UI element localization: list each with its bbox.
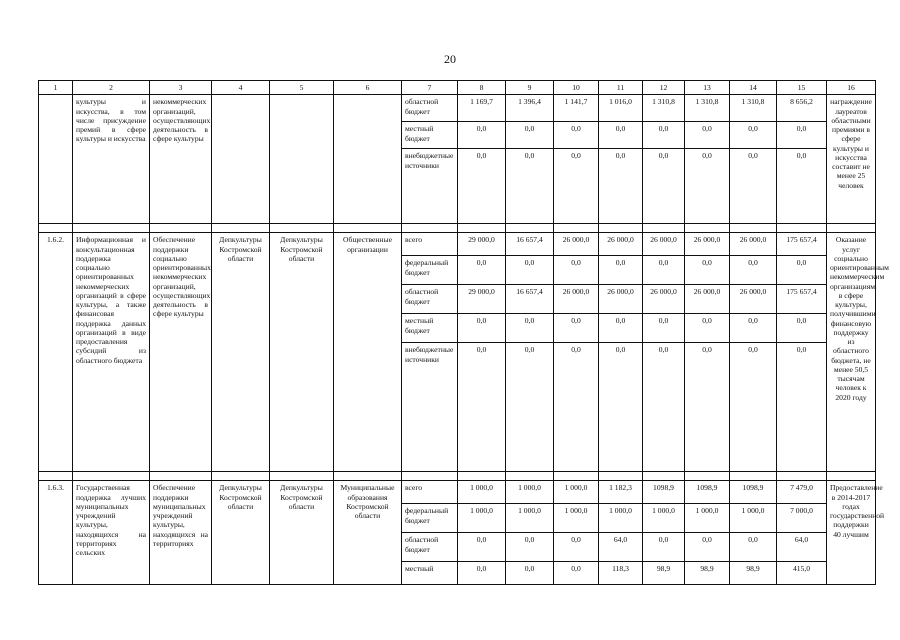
spacer-cell: [334, 224, 402, 233]
spacer-row: [39, 224, 876, 233]
funding-value: 0,0: [643, 149, 685, 224]
funding-value: 0,0: [777, 343, 827, 472]
funding-value: 1 000,0: [730, 504, 777, 533]
funding-value: 0,0: [506, 314, 554, 343]
funding-value: 1 000,0: [685, 504, 730, 533]
funding-value: 0,0: [685, 256, 730, 285]
funding-value: 0,0: [554, 562, 599, 585]
funding-source: внебюджетные источники: [402, 149, 458, 224]
funding-value: 26 000,0: [685, 233, 730, 256]
funding-source: местный: [402, 562, 458, 585]
expected-result: награждение лауреатов областными премиями в сфере культуры и искусства составит не менее 25 человек: [827, 95, 876, 224]
funding-value: 7 000,0: [777, 504, 827, 533]
funding-value: 26 000,0: [599, 285, 643, 314]
funding-value: 0,0: [599, 122, 643, 149]
column-header: 3: [150, 81, 212, 95]
spacer-cell: [212, 472, 270, 481]
funding-value: 26 000,0: [730, 233, 777, 256]
funding-value: 0,0: [458, 122, 506, 149]
activity-goal: Обеспечение поддержки социально ориентированных некоммерческих организаций, осуществляющих деятельность в сфере культуры: [150, 233, 212, 472]
spacer-cell: [643, 472, 685, 481]
funding-value: 26 000,0: [599, 233, 643, 256]
spacer-cell: [685, 472, 730, 481]
funding-value: 26 000,0: [643, 233, 685, 256]
table-row: [39, 95, 876, 122]
column-header: 5: [270, 81, 334, 95]
funding-value: 64,0: [777, 533, 827, 562]
funding-value: 0,0: [643, 533, 685, 562]
spacer-cell: [554, 224, 599, 233]
funding-value: 0,0: [506, 256, 554, 285]
funding-value: 1 000,0: [554, 504, 599, 533]
co-executor: [270, 95, 334, 224]
participants: [334, 95, 402, 224]
column-header: 4: [212, 81, 270, 95]
funding-value: 0,0: [458, 343, 506, 472]
funding-value: 26 000,0: [730, 285, 777, 314]
funding-value: 0,0: [506, 562, 554, 585]
funding-value: 415,0: [777, 562, 827, 585]
funding-value: 0,0: [685, 533, 730, 562]
funding-value: 29 000,0: [458, 285, 506, 314]
funding-value: 0,0: [554, 533, 599, 562]
column-header: 9: [506, 81, 554, 95]
funding-value: 0,0: [506, 343, 554, 472]
funding-value: 1 310,8: [730, 95, 777, 122]
funding-value: 0,0: [554, 149, 599, 224]
funding-value: 0,0: [458, 533, 506, 562]
participants: Муниципальные образования Костромской области: [334, 481, 402, 585]
funding-value: 1098,9: [643, 481, 685, 504]
expected-result: Оказание услуг социально ориентированным некоммерческим организациям в сфере культуры, получившими финансовую поддержку из областного бюджета, не менее 50,5 тысячам человек к 2020 году: [827, 233, 876, 472]
responsible-executor: Депкультуры Костромской области: [212, 481, 270, 585]
funding-value: 1 000,0: [458, 481, 506, 504]
funding-value: 26 000,0: [643, 285, 685, 314]
funding-value: 1 141,7: [554, 95, 599, 122]
funding-value: 26 000,0: [554, 233, 599, 256]
co-executor: Депкультуры Костромской области: [270, 481, 334, 585]
funding-value: 0,0: [554, 314, 599, 343]
funding-source: всего: [402, 233, 458, 256]
participants: Общественные организации: [334, 233, 402, 472]
item-number: 1.6.3.: [39, 481, 73, 585]
funding-source: федеральный бюджет: [402, 256, 458, 285]
funding-value: 98,9: [685, 562, 730, 585]
funding-source: внебюджетные источники: [402, 343, 458, 472]
funding-value: 0,0: [730, 149, 777, 224]
funding-value: 1 000,0: [458, 504, 506, 533]
funding-value: 26 000,0: [685, 285, 730, 314]
funding-value: 0,0: [730, 256, 777, 285]
column-header: 7: [402, 81, 458, 95]
funding-source: местный бюджет: [402, 314, 458, 343]
funding-value: 0,0: [599, 343, 643, 472]
co-executor: Депкультуры Костромской области: [270, 233, 334, 472]
funding-value: 16 657,4: [506, 285, 554, 314]
funding-value: 1 182,3: [599, 481, 643, 504]
funding-value: 0,0: [777, 314, 827, 343]
funding-source: местный бюджет: [402, 122, 458, 149]
spacer-cell: [39, 224, 73, 233]
column-header: 2: [73, 81, 150, 95]
spacer-cell: [402, 224, 458, 233]
funding-source: областной бюджет: [402, 95, 458, 122]
funding-value: 98,9: [643, 562, 685, 585]
column-header: 16: [827, 81, 876, 95]
header-row: [39, 81, 876, 95]
column-header: 15: [777, 81, 827, 95]
spacer-cell: [506, 472, 554, 481]
page-number: 20: [444, 52, 456, 66]
spacer-cell: [458, 224, 506, 233]
funding-value: 0,0: [685, 314, 730, 343]
funding-value: 1098,9: [730, 481, 777, 504]
column-header: 10: [554, 81, 599, 95]
activity-name: Государственная поддержка лучших муниципальных учреждений культуры, находящихся на территориях сельских: [73, 481, 150, 585]
funding-value: 0,0: [730, 314, 777, 343]
funding-value: 1 000,0: [599, 504, 643, 533]
activity-name: Информационная и консультационная поддержка социально ориентированных некоммерческих организаций в сфере культуры, а также финансовая поддержка данных организаций в виде предоставления субсидий из областного бюджета: [73, 233, 150, 472]
column-header: 1: [39, 81, 73, 95]
spacer-cell: [730, 224, 777, 233]
column-header: 6: [334, 81, 402, 95]
funding-value: 0,0: [554, 122, 599, 149]
funding-value: 29 000,0: [458, 233, 506, 256]
funding-value: 0,0: [777, 149, 827, 224]
spacer-cell: [270, 472, 334, 481]
spacer-cell: [554, 472, 599, 481]
spacer-cell: [334, 472, 402, 481]
column-header: 12: [643, 81, 685, 95]
funding-value: 1 000,0: [554, 481, 599, 504]
funding-value: 0,0: [506, 533, 554, 562]
funding-value: 0,0: [643, 122, 685, 149]
table-row: [39, 481, 876, 504]
funding-value: 1 000,0: [506, 481, 554, 504]
spacer-cell: [730, 472, 777, 481]
funding-value: 98,9: [730, 562, 777, 585]
spacer-cell: [150, 224, 212, 233]
column-header: 14: [730, 81, 777, 95]
funding-value: 0,0: [777, 256, 827, 285]
spacer-cell: [458, 472, 506, 481]
spacer-cell: [39, 472, 73, 481]
funding-value: 0,0: [685, 343, 730, 472]
funding-value: 7 479,0: [777, 481, 827, 504]
responsible-executor: Депкультуры Костромской области: [212, 233, 270, 472]
spacer-cell: [402, 472, 458, 481]
spacer-cell: [73, 224, 150, 233]
item-number: [39, 95, 73, 224]
spacer-cell: [643, 224, 685, 233]
funding-value: 0,0: [554, 256, 599, 285]
funding-value: 1 310,8: [643, 95, 685, 122]
funding-value: 0,0: [458, 562, 506, 585]
funding-value: 0,0: [506, 122, 554, 149]
funding-value: 1 310,8: [685, 95, 730, 122]
responsible-executor: [212, 95, 270, 224]
funding-value: 0,0: [730, 533, 777, 562]
spacer-cell: [270, 224, 334, 233]
funding-value: 0,0: [643, 314, 685, 343]
funding-value: 0,0: [599, 314, 643, 343]
funding-value: 8 656,2: [777, 95, 827, 122]
funding-value: 1098,9: [685, 481, 730, 504]
funding-source: областной бюджет: [402, 533, 458, 562]
spacer-cell: [599, 224, 643, 233]
funding-value: 175 657,4: [777, 233, 827, 256]
funding-value: 0,0: [554, 343, 599, 472]
funding-value: 0,0: [685, 122, 730, 149]
spacer-cell: [506, 224, 554, 233]
item-number: 1.6.2.: [39, 233, 73, 472]
spacer-cell: [73, 472, 150, 481]
funding-value: 0,0: [506, 149, 554, 224]
funding-value: 118,3: [599, 562, 643, 585]
funding-value: 0,0: [730, 343, 777, 472]
funding-value: 64,0: [599, 533, 643, 562]
spacer-cell: [599, 472, 643, 481]
funding-value: 0,0: [458, 149, 506, 224]
funding-value: 1 000,0: [643, 504, 685, 533]
spacer-cell: [777, 472, 827, 481]
spacer-cell: [150, 472, 212, 481]
funding-value: 16 657,4: [506, 233, 554, 256]
spacer-cell: [827, 472, 876, 481]
funding-value: 0,0: [599, 149, 643, 224]
funding-value: 175 657,4: [777, 285, 827, 314]
funding-value: 1 016,0: [599, 95, 643, 122]
funding-value: 0,0: [458, 256, 506, 285]
table-row: [39, 233, 876, 256]
expected-result: Предоставление в 2014-2017 годах государственной поддержки 40 лучшим: [827, 481, 876, 585]
funding-value: 0,0: [730, 122, 777, 149]
spacer-row: [39, 472, 876, 481]
funding-source: федеральный бюджет: [402, 504, 458, 533]
funding-value: 0,0: [458, 314, 506, 343]
budget-table: [38, 80, 889, 585]
funding-value: 0,0: [599, 256, 643, 285]
activity-name: культуры и искусства, в том числе присуждение премий в сфере культуры и искусства: [73, 95, 150, 224]
funding-value: 1 169,7: [458, 95, 506, 122]
column-header: 13: [685, 81, 730, 95]
funding-source: областной бюджет: [402, 285, 458, 314]
funding-value: 1 000,0: [506, 504, 554, 533]
spacer-cell: [827, 224, 876, 233]
spacer-cell: [212, 224, 270, 233]
funding-value: 0,0: [643, 256, 685, 285]
funding-value: 0,0: [777, 122, 827, 149]
spacer-cell: [777, 224, 827, 233]
spacer-cell: [685, 224, 730, 233]
column-header: 11: [599, 81, 643, 95]
activity-goal: Обеспечение поддержки муниципальных учреждений культуры, находящихся на территориях: [150, 481, 212, 585]
funding-value: 1 396,4: [506, 95, 554, 122]
funding-value: 0,0: [685, 149, 730, 224]
activity-goal: некоммерческих организаций, осуществляющих деятельность в сфере культуры: [150, 95, 212, 224]
column-header: 8: [458, 81, 506, 95]
funding-source: всего: [402, 481, 458, 504]
funding-value: 0,0: [643, 343, 685, 472]
funding-value: 26 000,0: [554, 285, 599, 314]
